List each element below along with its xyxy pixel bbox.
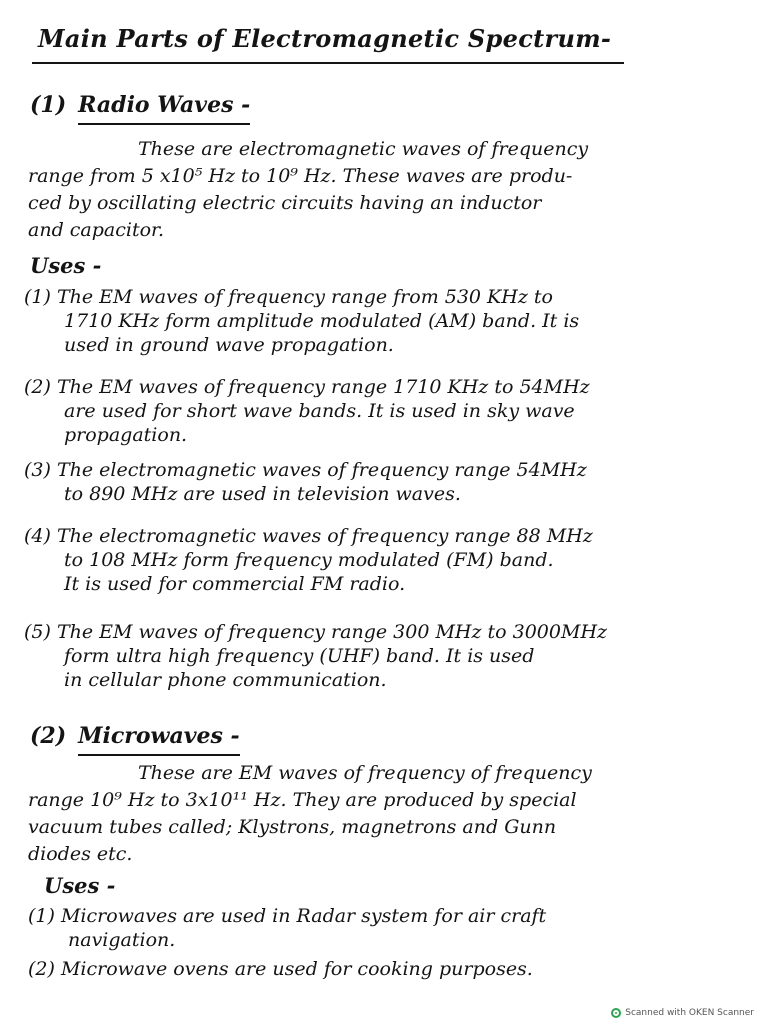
use-line: The EM waves of frequency range 1710 KHz to 54MHz	[56, 376, 590, 398]
intro-line: These are EM waves of frequency of frequency	[138, 762, 592, 784]
use-line: It is used for commercial FM radio.	[64, 573, 406, 595]
use-line: Microwaves are used in Radar system for air craft	[60, 905, 547, 927]
use-line: navigation.	[68, 929, 176, 951]
use-number: (4)	[24, 525, 51, 547]
use-number: (1)	[24, 286, 51, 308]
intro-line: range 10⁹ Hz to 3x10¹¹ Hz. They are produced by special	[28, 789, 577, 811]
use-line: The EM waves of frequency range from 530 KHz to	[56, 286, 553, 308]
section-heading-radio-waves	[30, 92, 250, 125]
use-line: form ultra high frequency (UHF) band. It is used	[64, 645, 535, 667]
section-number: (1)	[30, 92, 67, 118]
use-line: in cellular phone communication.	[64, 669, 387, 691]
use-line: 1710 KHz form amplitude modulated (AM) band. It is	[64, 310, 580, 332]
use-line: The electromagnetic waves of frequency range 88 MHz	[56, 525, 593, 547]
use-number: (2)	[24, 376, 51, 398]
use-line: propagation.	[64, 424, 188, 446]
use-line: The EM waves of frequency range 300 MHz to 3000MHz	[56, 621, 608, 643]
use-number: (2)	[28, 958, 55, 980]
scanner-logo-icon	[611, 1008, 621, 1018]
uses-label: Uses -	[30, 253, 102, 278]
use-item	[24, 375, 754, 447]
use-line: Microwave ovens are used for cooking purposes.	[60, 958, 533, 980]
radio-waves-intro	[28, 136, 748, 244]
section-heading-microwaves	[30, 723, 240, 756]
scanner-watermark	[611, 1008, 754, 1018]
use-item	[24, 620, 754, 692]
section-title: Radio Waves -	[78, 92, 250, 125]
use-number: (3)	[24, 459, 51, 481]
use-item	[24, 458, 754, 506]
use-number: (5)	[24, 621, 51, 643]
section-number: (2)	[30, 723, 67, 749]
use-line: The electromagnetic waves of frequency range 54MHz	[56, 459, 587, 481]
use-line: are used for short wave bands. It is used in sky wave	[64, 400, 575, 422]
intro-line: These are electromagnetic waves of frequency	[138, 138, 589, 160]
intro-line: vacuum tubes called; Klystrons, magnetrons and Gunn	[28, 816, 557, 838]
microwaves-intro	[28, 760, 748, 868]
uses-label: Uses -	[44, 873, 116, 898]
use-line: used in ground wave propagation.	[64, 334, 394, 356]
intro-line: range from 5 x10⁵ Hz to 10⁹ Hz. These waves are produ-	[28, 165, 573, 187]
title-underline	[32, 62, 624, 64]
page-title: Main Parts of Electromagnetic Spectrum-	[38, 24, 612, 53]
use-item	[28, 957, 758, 981]
use-line: to 890 MHz are used in television waves.	[64, 483, 461, 505]
use-line: to 108 MHz form frequency modulated (FM) band.	[64, 549, 554, 571]
use-number: (1)	[28, 905, 55, 927]
intro-line: ced by oscillating electric circuits having an inductor	[28, 192, 542, 214]
intro-line: diodes etc.	[28, 843, 133, 865]
intro-line: and capacitor.	[28, 219, 165, 241]
use-item	[28, 904, 758, 952]
section-title: Microwaves -	[78, 723, 240, 756]
watermark-text: Scanned with OKEN Scanner	[625, 1008, 754, 1018]
use-item	[24, 285, 754, 357]
use-item	[24, 524, 754, 596]
